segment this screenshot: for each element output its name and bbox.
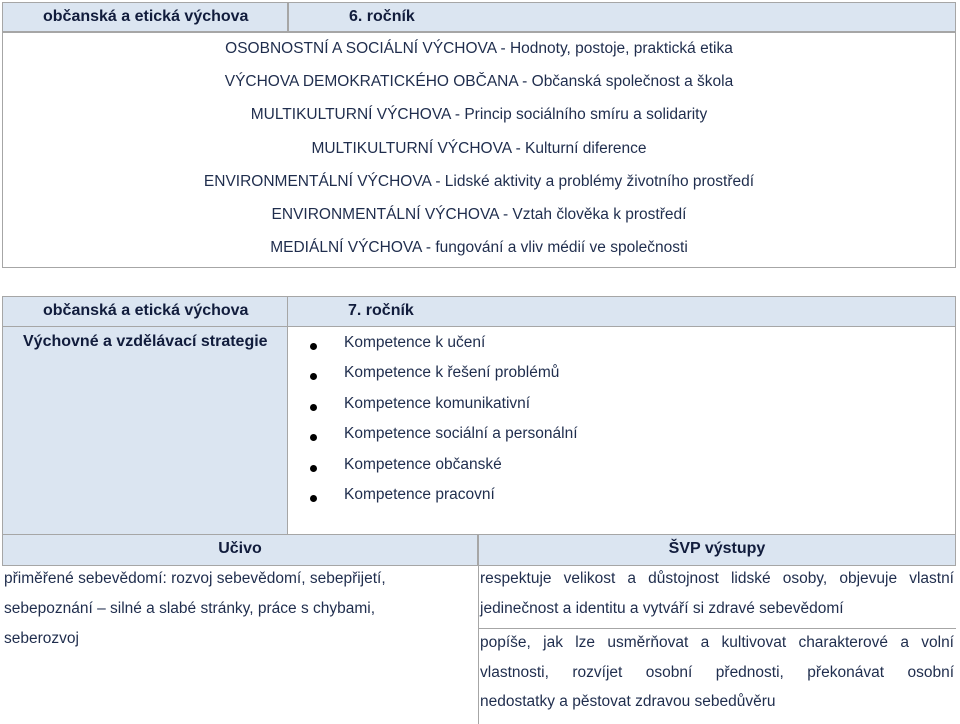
strategies-label: Výchovné a vzdělávací strategie	[23, 333, 268, 350]
strategies-label-cell	[2, 326, 288, 534]
table1-subject: občanská a etická výchova	[43, 8, 249, 25]
ucivo-line: sebepoznání – silné a slabé stránky, práce s chybami,	[4, 600, 376, 617]
theme-line: OSOBNOSTNÍ A SOCIÁLNÍ VÝCHOVA - Hodnoty, postoje, praktická etika	[225, 40, 733, 57]
col-header-vystupy	[478, 534, 956, 566]
bullet-icon	[310, 343, 317, 350]
vystup-line: nedostatky a pěstovat zdravou sebedůvěru	[480, 693, 776, 710]
col-header-ucivo-label: Učivo	[218, 540, 262, 557]
bullet-icon	[310, 373, 317, 380]
theme-line: ENVIRONMENTÁLNÍ VÝCHOVA - Vztah člověka k prostředí	[271, 206, 687, 223]
theme-line: ENVIRONMENTÁLNÍ VÝCHOVA - Lidské aktivity a problémy životního prostředí	[203, 173, 755, 190]
table1-themes-cell	[2, 32, 956, 268]
table2-subject: občanská a etická výchova	[43, 302, 249, 319]
vystup-line: popíše, jak lze usměrňovat a kultivovat charakterové a volní	[480, 634, 954, 651]
vystup-line: respektuje velikost a důstojnost lidské osoby, objevuje vlastní	[480, 570, 954, 587]
theme-line: VÝCHOVA DEMOKRATICKÉHO OBČANA - Občanská společnost a škola	[224, 73, 734, 90]
vystup-item-1	[480, 566, 954, 628]
table2-subject-cell	[2, 296, 288, 326]
ucivo-line: přiměřené sebevědomí: rozvoj sebevědomí, sebepřijetí,	[4, 570, 386, 587]
ucivo-line: seberozvoj	[4, 630, 79, 647]
bullet-icon	[310, 434, 317, 441]
vystup-line: vlastnosti, rozvíjet osobní přednosti, překonávat osobní	[480, 664, 954, 681]
bullet-icon	[310, 465, 317, 472]
table1-subject-cell	[2, 2, 288, 32]
bullet-icon	[310, 495, 317, 502]
vystup-item-2	[480, 629, 954, 723]
competences-cell: Kompetence k učení Kompetence k řešení problémů Kompetence komunikativní Kompetence sociální a personální Kompetence občanské Kompetence pracovní	[288, 326, 956, 534]
table2-grade: 7. ročník	[348, 302, 414, 319]
col-header-ucivo	[2, 534, 478, 566]
theme-line: MEDIÁLNÍ VÝCHOVA - fungování a vliv médií ve společnosti	[270, 239, 688, 256]
theme-line: MULTIKULTURNÍ VÝCHOVA - Kulturní diference	[311, 140, 647, 157]
table2-grade-cell	[288, 296, 956, 326]
col-header-vystupy-label: ŠVP výstupy	[668, 540, 766, 557]
table1-grade-cell	[288, 2, 956, 32]
table1-grade: 6. ročník	[349, 8, 415, 25]
column-divider	[478, 566, 479, 724]
vystup-line: jedinečnost a identitu a vytváří si zdravé sebevědomí	[480, 600, 844, 617]
theme-line: MULTIKULTURNÍ VÝCHOVA - Princip sociálního smíru a solidarity	[250, 106, 708, 123]
bullet-icon	[310, 404, 317, 411]
